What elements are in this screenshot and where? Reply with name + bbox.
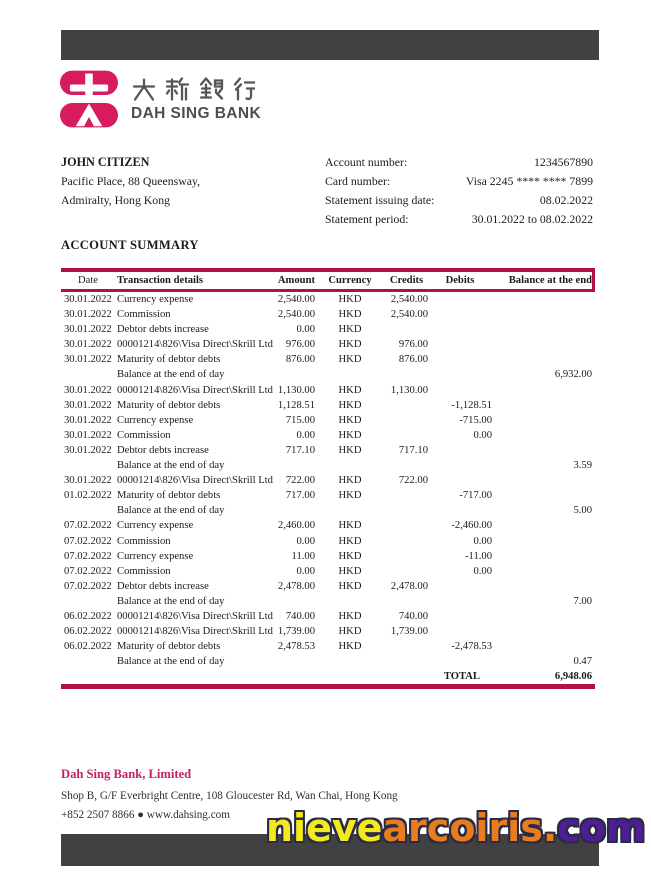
cell-date: 01.02.2022: [64, 490, 112, 502]
cell-details: Maturity of debtor debts: [117, 354, 221, 366]
balance-row: [61, 594, 595, 609]
cell-details: Balance at the end of day: [117, 369, 225, 381]
transaction-row: [61, 549, 595, 564]
cell-date: 30.01.2022: [64, 309, 112, 321]
cell-amount: 0.00: [296, 565, 315, 577]
cell-details: Currency expense: [117, 414, 194, 426]
header-amount: Amount: [277, 275, 315, 286]
cell-details: Balance at the end of day: [117, 656, 225, 668]
cell-currency: HKD: [338, 490, 362, 502]
cell-debits: -717.00: [459, 490, 492, 502]
cell-currency: HKD: [338, 354, 362, 366]
cell-amount: 0.00: [296, 324, 315, 336]
account-holder-address-line2: Admiralty, Hong Kong: [61, 193, 170, 207]
footer-phone-website: +852 2507 8866 ● www.dahsing.com: [61, 809, 230, 821]
bank-logo: [60, 70, 261, 128]
table-body: [61, 292, 595, 669]
cell-currency: HKD: [338, 414, 362, 426]
header-transaction-details: Transaction details: [117, 275, 204, 286]
cell-details: Balance at the end of day: [117, 505, 225, 517]
cell-details: Currency expense: [117, 550, 194, 562]
cell-date: 07.02.2022: [64, 580, 112, 592]
cell-currency: HKD: [338, 444, 362, 456]
cell-balance: 6,932.00: [554, 369, 592, 381]
cell-amount: 876.00: [285, 354, 315, 366]
cell-amount: 2,540.00: [277, 294, 315, 305]
cell-details: Currency expense: [117, 520, 194, 532]
cell-debits: 0.00: [473, 565, 492, 577]
cell-balance: 3.59: [573, 460, 592, 472]
transaction-row: [61, 534, 595, 549]
account-number-value: 1234567890: [534, 155, 593, 169]
header-debits: Debits: [445, 275, 475, 286]
table-header-row: [61, 272, 592, 289]
cell-debits: 0.00: [473, 535, 492, 547]
cell-credits: 2,540.00: [390, 294, 428, 305]
cell-currency: HKD: [338, 399, 362, 411]
cell-credits: 2,540.00: [390, 309, 428, 321]
cell-balance: 0.47: [573, 656, 592, 668]
cell-debits: 0.00: [473, 429, 492, 441]
cell-currency: HKD: [338, 550, 362, 562]
total-value: 6,948.06: [554, 671, 592, 683]
cell-currency: HKD: [338, 339, 362, 351]
transaction-row: [61, 488, 595, 503]
transaction-row: [61, 473, 595, 488]
cell-amount: 1,128.51: [277, 399, 315, 411]
transaction-row: [61, 624, 595, 639]
cell-details: Maturity of debtor debts: [117, 490, 221, 502]
transaction-row: [61, 292, 595, 307]
account-holder-name: JOHN CITIZEN: [61, 155, 150, 169]
account-info-block: [325, 153, 593, 229]
header-balance-at-the-end: Balance at the end: [508, 275, 592, 286]
cell-currency: HKD: [338, 626, 362, 638]
cell-credits: 722.00: [398, 475, 428, 487]
transactions-table: [61, 268, 595, 689]
cell-details: Currency expense: [117, 294, 194, 305]
cell-details: 00001214\826\Visa Direct\Skrill Ltd: [117, 626, 273, 638]
balance-row: [61, 654, 595, 669]
cell-date: 30.01.2022: [64, 339, 112, 351]
cell-details: 00001214\826\Visa Direct\Skrill Ltd: [117, 384, 273, 396]
cell-credits: 717.10: [398, 444, 428, 456]
table-total-row: [61, 669, 595, 684]
cell-currency: HKD: [338, 309, 362, 321]
table-rule-bottom: [61, 684, 595, 689]
cell-debits: -1,128.51: [451, 399, 492, 411]
cell-amount: 717.10: [285, 444, 315, 456]
footer-bank-name: Dah Sing Bank, Limited: [61, 767, 192, 781]
statement-period-row: [325, 210, 593, 229]
cell-balance: 7.00: [573, 595, 592, 607]
cell-currency: HKD: [338, 580, 362, 592]
bank-name-english: DAH SING BANK: [131, 104, 262, 122]
transaction-row: [61, 564, 595, 579]
cell-details: 00001214\826\Visa Direct\Skrill Ltd: [117, 339, 273, 351]
cell-currency: HKD: [338, 384, 362, 396]
cell-date: 30.01.2022: [64, 475, 112, 487]
transaction-row: [61, 609, 595, 624]
account-number-label: Account number:: [325, 155, 408, 169]
cell-amount: 722.00: [285, 475, 315, 487]
cell-credits: 1,130.00: [390, 384, 428, 396]
cell-details: Debtor debts increase: [117, 580, 209, 592]
cell-date: 06.02.2022: [64, 641, 112, 653]
cell-currency: HKD: [338, 520, 362, 532]
transaction-row: [61, 579, 595, 594]
transaction-row: [61, 322, 595, 337]
cell-credits: 1,739.00: [390, 626, 428, 638]
cell-credits: 740.00: [398, 610, 428, 622]
cell-details: Commission: [117, 535, 171, 547]
watermark-part3: com: [557, 806, 646, 850]
cell-date: 30.01.2022: [64, 384, 112, 396]
cell-date: 30.01.2022: [64, 294, 112, 305]
account-holder-block: [61, 153, 200, 210]
cell-debits: -715.00: [459, 414, 492, 426]
cell-credits: 2,478.00: [390, 580, 428, 592]
cell-details: Balance at the end of day: [117, 595, 225, 607]
balance-row: [61, 367, 595, 382]
cell-amount: 0.00: [296, 535, 315, 547]
card-number-row: [325, 172, 593, 191]
cell-currency: HKD: [338, 324, 362, 336]
cell-date: 30.01.2022: [64, 324, 112, 336]
cell-date: 30.01.2022: [64, 354, 112, 366]
transaction-row: [61, 518, 595, 533]
cell-amount: 976.00: [285, 339, 315, 351]
transaction-row: [61, 443, 595, 458]
cell-amount: 1,739.00: [277, 626, 315, 638]
bank-name-chinese: [131, 76, 255, 103]
cell-date: 07.02.2022: [64, 535, 112, 547]
card-number-label: Card number:: [325, 174, 391, 188]
transaction-row: [61, 307, 595, 322]
statement-period-label: Statement period:: [325, 212, 409, 226]
cell-debits: -11.00: [465, 550, 492, 562]
header-currency: Currency: [328, 275, 372, 286]
watermark-part1: nieve: [266, 806, 383, 850]
transaction-row: [61, 413, 595, 428]
transaction-row: [61, 352, 595, 367]
cell-amount: 715.00: [285, 414, 315, 426]
statement-issuing-date-label: Statement issuing date:: [325, 193, 435, 207]
cell-details: Commission: [117, 309, 171, 321]
cell-currency: HKD: [338, 535, 362, 547]
header-credits: Credits: [389, 275, 424, 286]
cell-currency: HKD: [338, 610, 362, 622]
cell-date: 06.02.2022: [64, 626, 112, 638]
cell-date: 07.02.2022: [64, 550, 112, 562]
transaction-row: [61, 398, 595, 413]
balance-row: [61, 503, 595, 518]
cell-currency: HKD: [338, 475, 362, 487]
top-bar: [61, 30, 599, 60]
cell-amount: 1,130.00: [277, 384, 315, 396]
cell-details: Commission: [117, 429, 171, 441]
watermark-part2: arcoiris.: [382, 806, 558, 850]
cell-amount: 2,460.00: [277, 520, 315, 532]
cell-date: 07.02.2022: [64, 565, 112, 577]
transaction-row: [61, 428, 595, 443]
cell-debits: -2,478.53: [451, 641, 492, 653]
cell-details: Debtor debts increase: [117, 444, 209, 456]
cell-details: Debtor debts increase: [117, 324, 209, 336]
transaction-row: [61, 639, 595, 654]
cell-date: 30.01.2022: [64, 414, 112, 426]
cell-amount: 2,478.00: [277, 580, 315, 592]
cell-details: Maturity of debtor debts: [117, 641, 221, 653]
section-title-account-summary: ACCOUNT SUMMARY: [61, 238, 199, 252]
account-holder-address-line1: Pacific Place, 88 Queensway,: [61, 174, 201, 188]
cell-currency: HKD: [338, 565, 362, 577]
cell-details: Balance at the end of day: [117, 460, 225, 472]
cell-amount: 740.00: [285, 610, 315, 622]
cell-date: 07.02.2022: [64, 520, 112, 532]
cell-date: 06.02.2022: [64, 610, 112, 622]
account-number-row: [325, 153, 593, 172]
cell-date: 30.01.2022: [64, 429, 112, 441]
watermark-nievearcoiris: [266, 806, 646, 850]
cell-details: Commission: [117, 565, 171, 577]
cell-currency: HKD: [338, 429, 362, 441]
table-header-block: [61, 268, 595, 292]
header-date: Date: [78, 275, 98, 286]
cell-balance: 5.00: [573, 505, 592, 517]
cell-amount: 717.00: [285, 490, 315, 502]
cell-details: 00001214\826\Visa Direct\Skrill Ltd: [117, 475, 273, 487]
cell-details: Maturity of debtor debts: [117, 399, 221, 411]
card-number-value: Visa 2245 **** **** 7899: [465, 174, 593, 188]
statement-issuing-date-value: 08.02.2022: [539, 193, 593, 207]
cell-amount: 11.00: [291, 550, 315, 562]
dah-sing-logo-icon: [60, 70, 118, 128]
cell-amount: 2,540.00: [277, 309, 315, 321]
cell-credits: 876.00: [398, 354, 428, 366]
balance-row: [61, 458, 595, 473]
statement-issuing-date-row: [325, 191, 593, 210]
cell-amount: 2,478.53: [277, 641, 315, 653]
cell-date: 30.01.2022: [64, 399, 112, 411]
statement-period-value: 30.01.2022 to 08.02.2022: [471, 212, 593, 226]
transaction-row: [61, 383, 595, 398]
cell-date: 30.01.2022: [64, 444, 112, 456]
footer-address: Shop B, G/F Everbright Centre, 108 Gloucester Rd, Wan Chai, Hong Kong: [61, 790, 398, 802]
cell-currency: HKD: [338, 641, 362, 653]
cell-currency: HKD: [338, 294, 362, 305]
cell-credits: 976.00: [398, 339, 428, 351]
total-label: TOTAL: [443, 671, 480, 683]
cell-amount: 0.00: [296, 429, 315, 441]
cell-debits: -2,460.00: [451, 520, 492, 532]
transaction-row: [61, 337, 595, 352]
cell-details: 00001214\826\Visa Direct\Skrill Ltd: [117, 610, 273, 622]
